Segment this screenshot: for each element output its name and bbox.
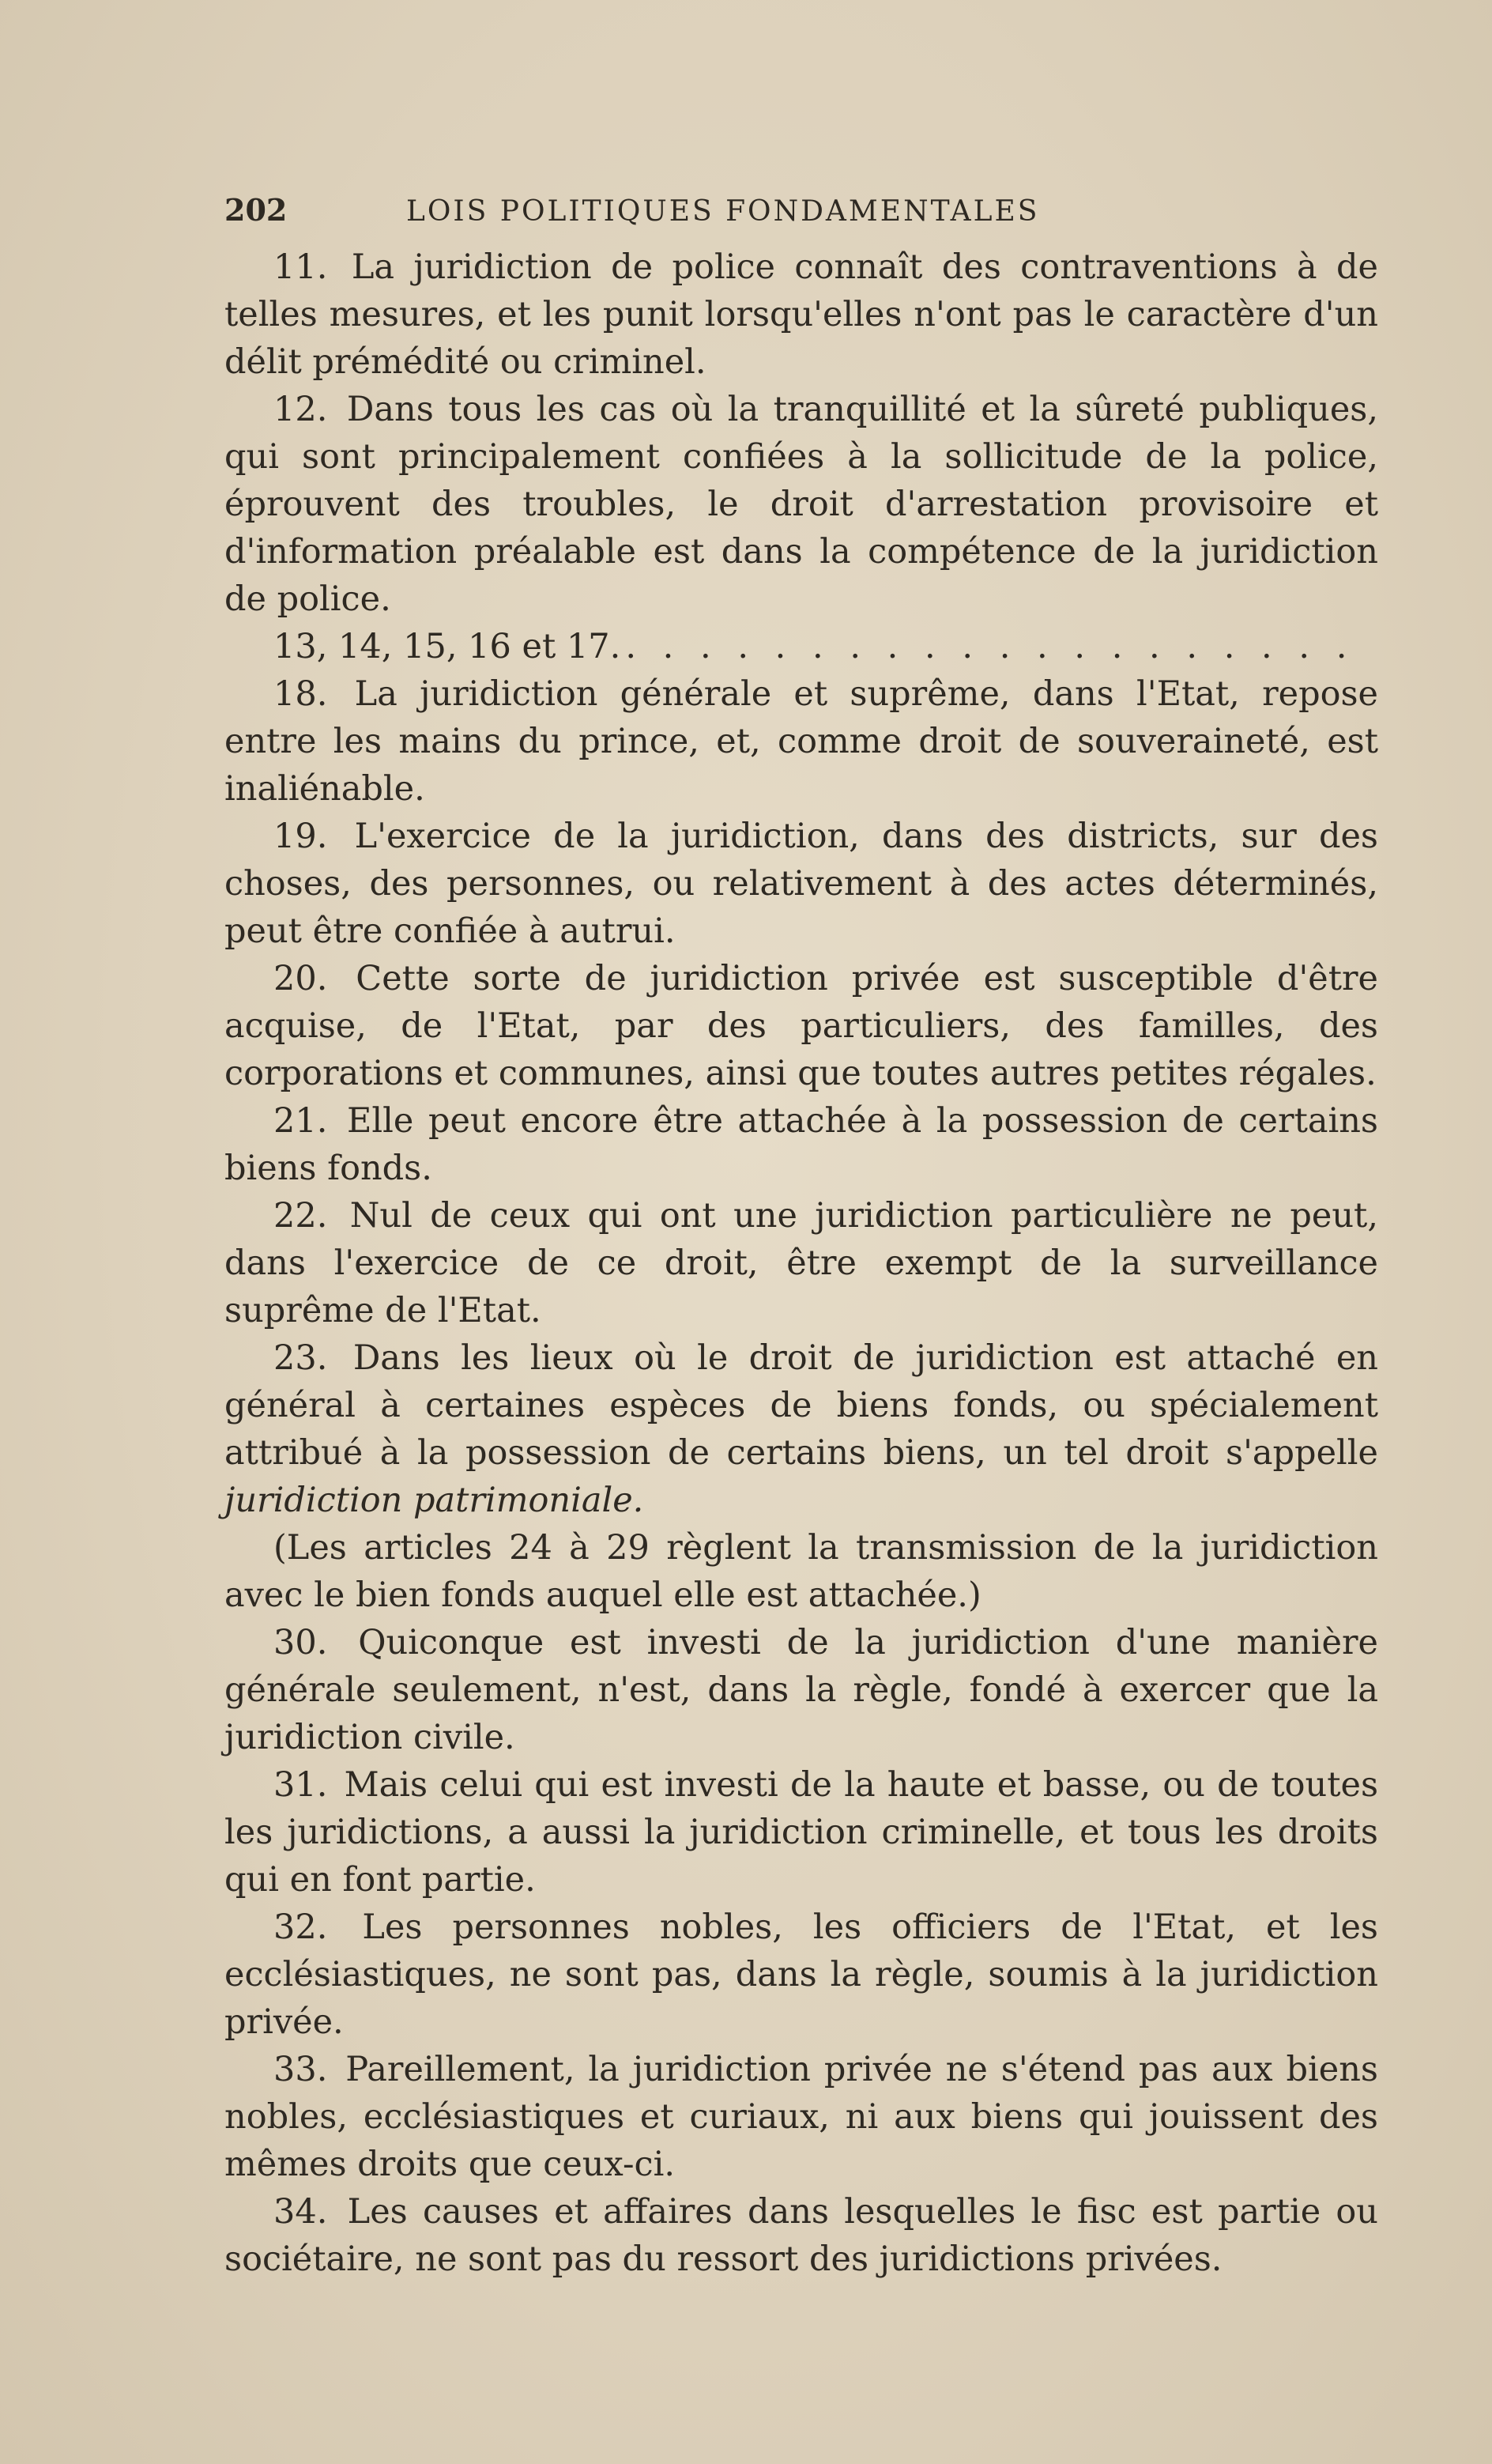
article-text: Quiconque est investi de la juridiction d'une manière générale seulement, n'est, dans la règle, fondé à exercer que la juridiction civile. [224, 1623, 1378, 1757]
article-number: 31. [273, 1765, 328, 1805]
article-number: 34. [273, 2192, 328, 2232]
article-number: 23. [273, 1338, 328, 1378]
article-number: 32. [273, 1907, 328, 1947]
article-number: 30. [273, 1623, 328, 1662]
article-number: 20. [273, 959, 328, 998]
articles-13-17 [224, 623, 1378, 670]
article-number: 33. [273, 2050, 328, 2089]
running-title: LOIS POLITIQUES FONDAMENTALES [406, 195, 1040, 228]
article-22 [224, 1192, 1378, 1334]
article-number: 12. [273, 390, 328, 429]
article-33 [224, 2046, 1378, 2188]
article-18 [224, 670, 1378, 813]
article-number: 11. [273, 247, 328, 287]
article-11 [224, 243, 1378, 386]
article-text: Mais celui qui est investi de la haute et basse, ou de toutes les juridictions, a aussi la juridiction criminelle, et tous les droits qui en font partie. [224, 1765, 1379, 1900]
italic-term: juridiction patrimoniale. [224, 1481, 644, 1520]
article-number: 21. [273, 1101, 328, 1141]
article-31 [224, 1761, 1378, 1904]
article-text: La juridiction générale et suprême, dans l'Etat, repose entre les mains du prince, et, comme droit de souveraineté, est inaliénable. [224, 674, 1379, 809]
article-number: 22. [273, 1196, 328, 1236]
article-34 [224, 2188, 1378, 2283]
article-12 [224, 386, 1378, 623]
article-text: Dans les lieux où le droit de juridiction est attaché en général à certaines espèces de biens fonds, ou spécialement attribué à la possession de certains biens, un tel droit s'appelle [224, 1338, 1379, 1473]
article-20 [224, 955, 1378, 1097]
article-text: Elle peut encore être attachée à la possession de certains biens fonds. [224, 1101, 1378, 1188]
article-number: 18. [273, 674, 328, 714]
page-number: 202 [224, 192, 288, 228]
article-21 [224, 1097, 1378, 1192]
article-19 [224, 813, 1378, 955]
article-text: La juridiction de police connaît des contraventions à de telles mesures, et les punit lorsqu'elles n'ont pas le caractère d'un délit prémédité ou criminel. [224, 247, 1378, 382]
articles-24-29-note [224, 1524, 1378, 1619]
article-text: Les causes et affaires dans lesquelles le fisc est partie ou sociétaire, ne sont pas du ressort des juridictions privées. [224, 2192, 1378, 2279]
article-text: Dans tous les cas où la tranquillité et la sûreté publiques, qui sont principalement confiées à la sollicitude de la police, éprouvent des troubles, le droit d'arrestation provisoire et d'information préalable est dans la compétence de la juridiction de police. [224, 390, 1379, 619]
article-text: Cette sorte de juridiction privée est susceptible d'être acquise, de l'Etat, par des particuliers, des familles, des corporations et communes, ainsi que toutes autres petites régales. [224, 959, 1378, 1093]
article-32 [224, 1904, 1378, 2046]
page-header [224, 187, 1378, 243]
article-text: Les personnes nobles, les officiers de l'Etat, et les ecclésiastiques, ne sont pas, dans la règle, soumis à la juridiction privée. [224, 1907, 1379, 2042]
article-23 [224, 1334, 1378, 1524]
page-text-block [224, 187, 1378, 2283]
article-text: Pareillement, la juridiction privée ne s'étend pas aux biens nobles, ecclésiastiques et curiaux, ni aux biens qui jouissent des mêmes droits que ceux-ci. [224, 2050, 1378, 2184]
article-text: (Les articles 24 à 29 règlent la transmission de la juridiction avec le bien fonds auquel elle est attachée.) [224, 1528, 1378, 1615]
article-30 [224, 1619, 1378, 1761]
ellipsis-dots: . . . . . . . . . . . . . . . . . . . . [625, 627, 1355, 666]
article-number: 19. [273, 817, 328, 856]
article-number: 13, 14, 15, 16 et 17. [273, 627, 621, 666]
article-text: L'exercice de la juridiction, dans des districts, sur des choses, des personnes, ou relativement à des actes déterminés, peut être confiée à autrui. [224, 817, 1378, 951]
article-text: Nul de ceux qui ont une juridiction particulière ne peut, dans l'exercice de ce droit, être exempt de la surveillance suprême de l'Etat. [224, 1196, 1378, 1330]
